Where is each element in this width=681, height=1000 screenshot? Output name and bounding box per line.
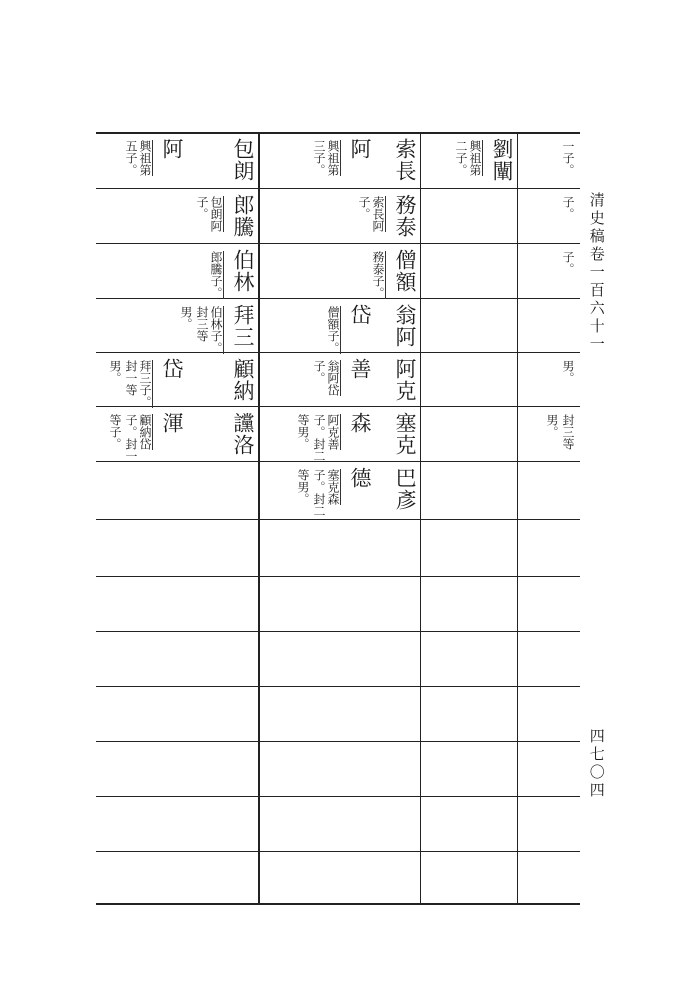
annotation-line: 索長阿 — [371, 196, 385, 232]
column-divider — [258, 132, 260, 905]
annotation-line: 子。 — [357, 196, 371, 220]
annotation-line: 顧納岱 — [138, 414, 152, 450]
genealogy-cell — [96, 412, 187, 462]
genealogy-cell — [518, 249, 580, 296]
row-divider — [96, 851, 580, 852]
person-name: 僧額 — [393, 249, 417, 293]
person-name: 岱 — [160, 358, 184, 380]
annotation-line: 男。 — [561, 360, 575, 384]
annotation-line: 二子。 — [454, 140, 468, 176]
person-name: 顧納 — [231, 358, 255, 402]
book-title: 清史稿卷一百六十一 — [587, 192, 606, 354]
annotation-line: 包朗阿 — [209, 196, 223, 232]
column-divider — [517, 132, 518, 905]
genealogy-cell — [187, 358, 258, 404]
person-name: 森 — [348, 412, 372, 434]
bottom-rule — [96, 903, 580, 905]
row-divider — [96, 298, 580, 299]
annotation-line: 子。封二 — [312, 414, 326, 462]
genealogy-cell — [187, 194, 258, 241]
person-name: 拜三 — [231, 304, 255, 348]
person-name: 伯林 — [231, 249, 255, 293]
genealogy-cell — [96, 358, 187, 408]
annotation-line: 男。 — [545, 414, 559, 438]
genealogy-cell — [518, 358, 580, 404]
annotation-line: 郎騰子。 — [209, 251, 223, 299]
genealogy-cell — [260, 358, 375, 404]
person-name: 巴彥 — [393, 467, 417, 511]
person-name: 塞克 — [393, 412, 417, 456]
genealogy-cell — [518, 412, 580, 459]
genealogy-cell — [187, 138, 258, 186]
person-name: 德 — [348, 467, 372, 489]
annotation-line: 阿克善 — [326, 414, 340, 450]
annotation-line: 子。 — [195, 196, 209, 220]
genealogy-cell — [518, 138, 580, 186]
genealogy-cell — [421, 138, 517, 186]
annotation-line: 封三等 — [561, 414, 575, 450]
row-divider — [96, 576, 580, 577]
row-divider — [96, 406, 580, 407]
row-divider — [96, 686, 580, 687]
person-name: 索長 — [393, 138, 417, 182]
genealogy-cell — [375, 412, 420, 459]
genealogy-cell — [518, 194, 580, 241]
row-divider — [96, 741, 580, 742]
annotation-line: 一子。 — [561, 140, 575, 176]
person-name: 讜洛 — [231, 412, 255, 456]
annotation-line: 翁阿岱 — [326, 360, 340, 396]
genealogy-cell — [260, 138, 375, 186]
genealogy-cell — [187, 412, 258, 459]
person-name: 渾 — [160, 412, 184, 434]
annotation-line: 興祖第 — [468, 140, 482, 176]
annotation-line: 等男。 — [296, 414, 310, 450]
genealogy-cell — [260, 304, 375, 354]
person-name: 善 — [348, 358, 372, 380]
row-divider — [96, 519, 580, 520]
annotation-line: 等子。 — [108, 414, 122, 450]
annotation-line: 三子。 — [312, 140, 326, 176]
annotation-line: 五子。 — [124, 140, 138, 176]
genealogy-cell — [260, 467, 375, 517]
annotation-line: 子。封一 — [124, 414, 138, 462]
genealogy-cell — [96, 138, 187, 186]
row-divider — [96, 631, 580, 632]
annotation-line: 僧額子。 — [326, 306, 340, 354]
person-name: 包朗 — [231, 138, 255, 182]
annotation-line: 伯林子。 — [209, 306, 223, 354]
annotation-line: 男。 — [179, 306, 193, 330]
row-divider — [96, 796, 580, 797]
person-name: 阿 — [160, 138, 184, 160]
person-name: 郎騰 — [231, 194, 255, 238]
person-name: 翁阿 — [393, 304, 417, 348]
annotation-line: 務泰子。 — [371, 251, 385, 299]
annotation-line: 等男。 — [296, 469, 310, 505]
genealogy-cell — [187, 249, 258, 299]
annotation-line: 興祖第 — [326, 140, 340, 176]
row-divider — [96, 243, 580, 244]
genealogy-cell — [375, 304, 420, 350]
annotation-line: 塞克森 — [326, 469, 340, 505]
person-name: 務泰 — [393, 194, 417, 238]
genealogy-cell — [375, 358, 420, 404]
person-name: 阿克 — [393, 358, 417, 402]
row-divider — [96, 461, 580, 462]
annotation-line: 男。 — [108, 360, 122, 384]
person-name: 劉闡 — [490, 138, 514, 182]
genealogy-cell — [375, 467, 420, 517]
genealogy-cell — [260, 412, 375, 462]
genealogy-cell — [179, 304, 258, 354]
annotation-line: 子。 — [561, 251, 575, 275]
annotation-line: 拜三子。 — [138, 360, 152, 408]
person-name: 阿 — [348, 138, 372, 160]
genealogy-cell — [371, 249, 420, 299]
column-divider — [420, 132, 421, 905]
top-rule — [96, 132, 580, 134]
genealogy-cell — [357, 194, 420, 241]
row-divider — [96, 188, 580, 189]
genealogy-cell — [375, 138, 420, 186]
annotation-line: 子。 — [561, 196, 575, 220]
annotation-line: 子。 — [312, 360, 326, 384]
annotation-line: 封一等 — [124, 360, 138, 396]
annotation-line: 興祖第 — [138, 140, 152, 176]
annotation-line: 封三等 — [195, 306, 209, 342]
person-name: 岱 — [348, 304, 372, 326]
annotation-line: 子。封二 — [312, 469, 326, 517]
page-number: 四七〇四 — [587, 728, 606, 800]
